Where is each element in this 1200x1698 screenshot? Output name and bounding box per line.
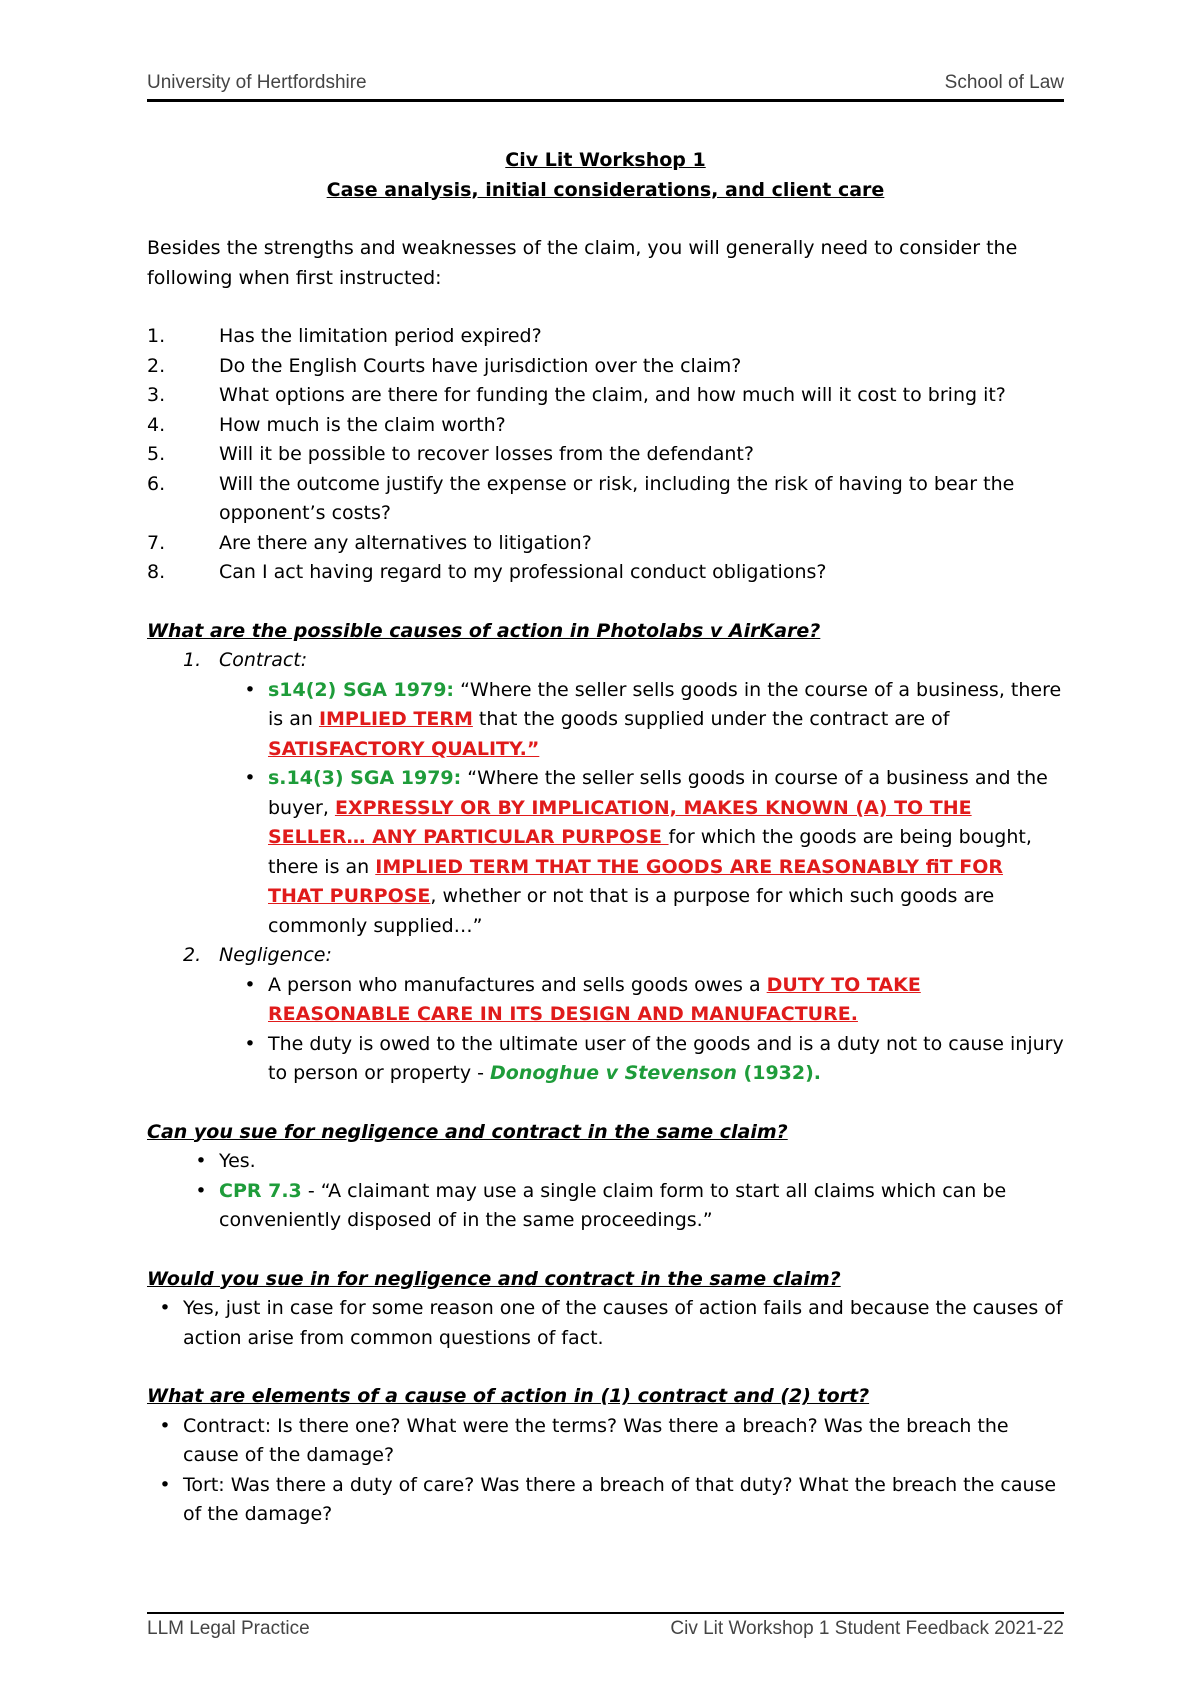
bullet-icon: • [244,767,256,789]
bullet-just-in-case: • Yes, just in case for some reason one of the causes of action fails and because the causes of action arise from common questions of fact. [147,1294,1064,1353]
bullet-tort-elements: • Tort: Was there a duty of care? Was there a breach of that duty? What the breach the cause of the damage? [147,1471,1064,1530]
bullet-icon: • [159,1473,171,1496]
list-item: 5. Will it be possible to recover losses from the defendant? [147,443,754,465]
bullet-icon: • [159,1414,171,1437]
considerations-list [147,322,1064,588]
bullet-yes: • Yes. [147,1147,1064,1177]
list-item: 4. How much is the claim worth? [147,413,506,436]
list-item: 6. Will the outcome justify the expense or risk, including the risk of having to bear the opponent’s costs? [147,472,1015,524]
question-heading-causes: What are the possible causes of action in Photolabs v AirKare? [147,619,821,642]
bullet-icon: • [195,1150,207,1172]
bullet-icon: • [195,1179,207,1202]
header-right: School of Law [944,72,1064,93]
list-item: 8. Can I act having regard to my professional conduct obligations? [147,561,827,583]
document-body [147,146,1064,1530]
bullet-icon: • [244,973,256,996]
header-rule [147,99,1064,102]
list-item: 2. Do the English Courts have jurisdiction over the claim? [147,354,742,377]
bullet-s14-3: • s.14(3) SGA 1979: “Where the seller sells goods in course of a business and the buyer, EXPRESSLY OR BY IMPLICATION, MAKES KNOWN (A) TO THE SELLER… ANY PARTICULAR PURPOSE for which the goods are being bought, there is an IMPLIED TERM THAT THE GOODS ARE REASONABLY fiT FOR THAT PURPOSE, whether or not that is a purpose for which such goods are commonly supplied…” [147,764,1064,941]
list-item: 7. Are there any alternatives to litigation? [147,531,592,554]
bullet-icon: • [159,1297,171,1319]
question-heading-same-claim: Can you sue for negligence and contract in the same claim? [147,1120,788,1143]
footer-left: LLM Legal Practice [147,1618,310,1639]
bullet-contract-elements: • Contract: Is there one? What were the terms? Was there a breach? Was the breach the cause of the damage? [147,1412,1064,1471]
question-heading-would-you-sue: Would you sue in for negligence and contract in the same claim? [147,1267,841,1290]
footer-right: Civ Lit Workshop 1 Student Feedback 2021-22 [670,1618,1064,1639]
bullet-s14-2: • s14(2) SGA 1979: “Where the seller sells goods in the course of a business, there is an IMPLIED TERM that the goods supplied under the contract are of SATISFACTORY QUALITY.” [147,676,1064,765]
page-footer [147,1618,1064,1640]
sublist-contract: 1. Contract: [183,649,308,671]
list-item: 1. Has the limitation period expired? [147,325,542,347]
bullet-icon: • [244,678,256,701]
document-title: Civ Lit Workshop 1 [505,149,706,171]
header-left: University of Hertfordshire [147,72,367,93]
intro-paragraph: Besides the strengths and weaknesses of the claim, you will generally need to consider the following when first instructed: [147,237,1018,289]
question-heading-elements: What are elements of a cause of action in (1) contract and (2) tort? [147,1385,870,1407]
document-subtitle: Case analysis, initial considerations, and client care [326,178,885,201]
list-item: 3. What options are there for funding the claim, and how much will it cost to bring it? [147,384,1006,406]
sublist-negligence: 2. Negligence: [183,944,332,966]
bullet-cpr: • CPR 7.3 - “A claimant may use a single claim form to start all claims which can be conveniently disposed of in the same proceedings.” [147,1177,1064,1236]
bullet-duty: • A person who manufactures and sells goods owes a DUTY TO TAKE REASONABLE CARE IN ITS DESIGN AND MANUFACTURE. [147,971,1064,1030]
bullet-icon: • [244,1032,256,1055]
page-header [147,72,1064,94]
footer-rule [147,1612,1064,1614]
bullet-donoghue: • The duty is owed to the ultimate user of the goods and is a duty not to cause injury to person or property - Donoghue v Stevenson (1932). [147,1030,1064,1089]
